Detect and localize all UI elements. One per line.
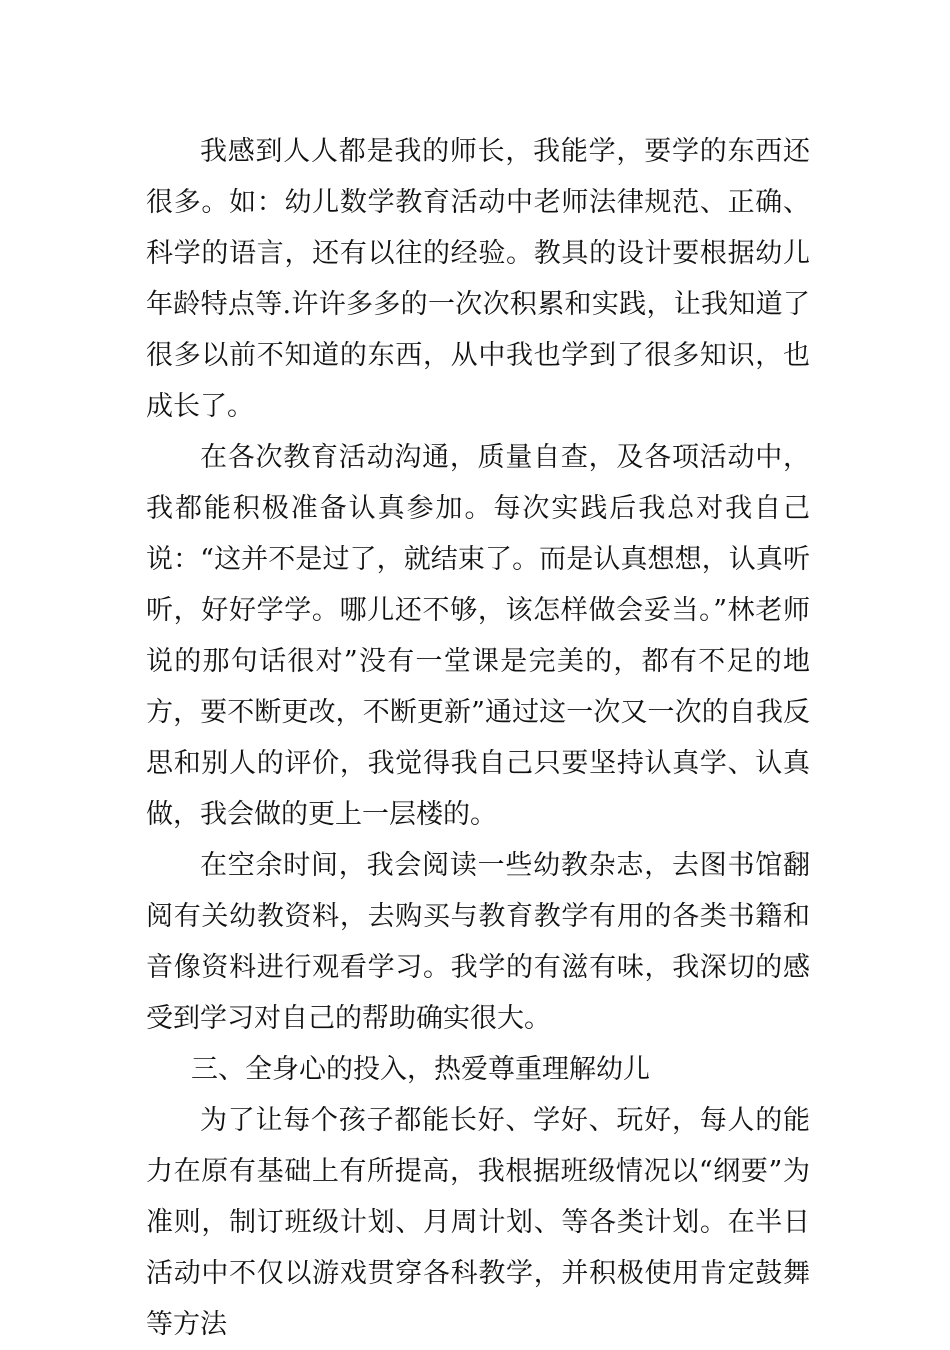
paragraph-4: 为了让每个孩子都能长好、学好、玩好，每人的能力在原有基础上有所提高，我根据班级情况以“纲要”为准则，制订班级计划、月周计划、等各类计划。在半日活动中不仅以游戏贯穿各科教学，并积极使用肯定鼓舞等方法 [146, 1105, 810, 1340]
document-body [146, 126, 810, 1350]
paragraph-2: 在各次教育活动沟通，质量自查，及各项活动中，我都能积极准备认真参加。每次实践后我总对我自己说：“这并不是过了，就结束了。而是认真想想，认真听听，好好学学。哪儿还不够，该怎样做会妥当。”林老师说的那句话很对”没有一堂课是完美的，都有不足的地方，要不断更改，不断更新”通过这一次又一次的自我反思和别人的评价，我觉得我自己只要坚持认真学、认真做，我会做的更上一层楼的。 [146, 442, 810, 830]
section-heading: 三、全身心的投入，热爱尊重理解幼儿 [191, 1054, 650, 1085]
paragraph-1: 我感到人人都是我的师长，我能学，要学的东西还很多。如：幼儿数学教育活动中老师法律规范、正确、科学的语言，还有以往的经验。教具的设计要根据幼儿年龄特点等.许许多多的一次次积累和实践，让我知道了很多以前不知道的东西，从中我也学到了很多知识，也成长了。 [146, 136, 810, 422]
paragraph-3: 在空余时间，我会阅读一些幼教杂志，去图书馆翻阅有关幼教资料，去购买与教育教学有用的各类书籍和音像资料进行观看学习。我学的有滋有味，我深切的感受到学习对自己的帮助确实很大。 [146, 850, 810, 1034]
